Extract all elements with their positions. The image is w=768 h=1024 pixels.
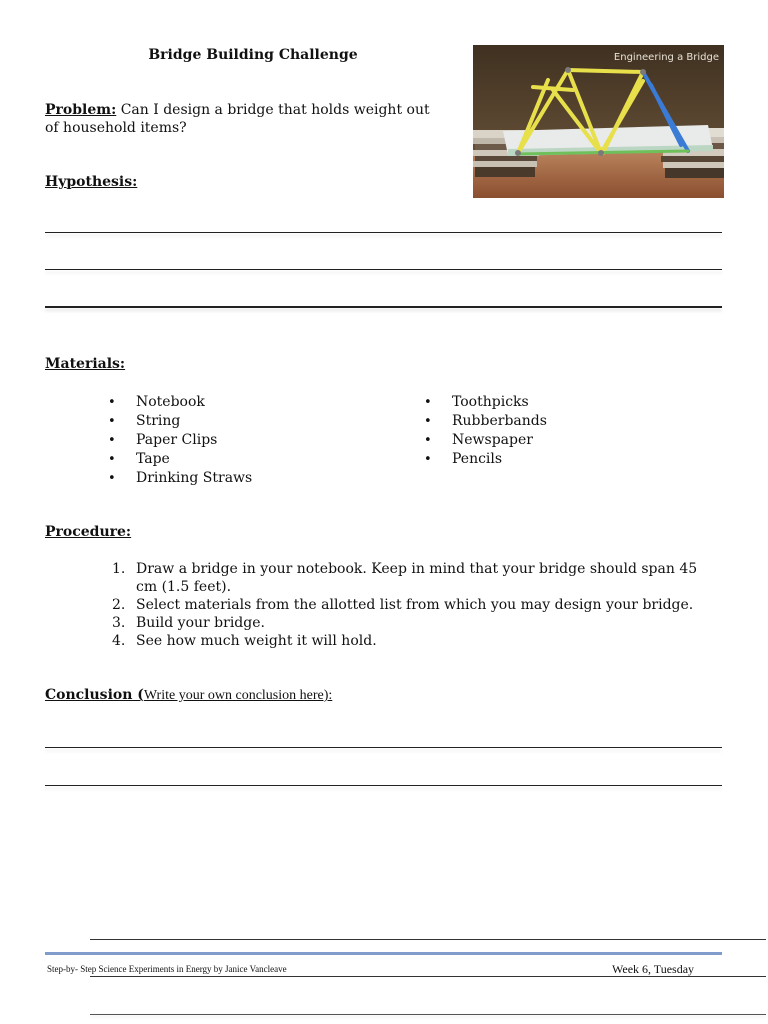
bridge-photo-image [473, 45, 724, 198]
procedure-step [112, 596, 706, 614]
list-item: • String [108, 412, 252, 431]
problem-text: Can I design a bridge that holds weight out of household items? [45, 102, 430, 136]
materials-list-right [424, 393, 547, 469]
conclusion-instruction: Write your own conclusion here): [143, 688, 333, 703]
list-item: • Tape [108, 450, 252, 469]
problem-label: Problem: [45, 102, 117, 118]
step-number: 1. [112, 561, 126, 577]
hypothesis-answer-line[interactable] [45, 232, 722, 233]
procedure-step [112, 560, 706, 596]
step-text: Build your bridge. [136, 615, 265, 631]
procedure-heading [45, 524, 131, 540]
step-number: 2. [112, 597, 126, 613]
list-item: • Pencils [424, 450, 547, 469]
conclusion-answer-line[interactable] [45, 747, 722, 748]
materials-label: Materials: [45, 356, 126, 372]
hypothesis-answer-line[interactable] [45, 306, 722, 308]
list-item: • Drinking Straws [108, 469, 252, 488]
hypothesis-heading [45, 174, 137, 190]
list-item: • Rubberbands [424, 412, 547, 431]
step-number: 4. [112, 633, 126, 649]
step-text: Draw a bridge in your notebook. Keep in mind that your bridge should span 45 cm (1.5 feet). [136, 561, 698, 595]
problem-statement [45, 101, 445, 137]
procedure-steps [112, 560, 706, 650]
hypothesis-answer-line[interactable] [45, 269, 722, 270]
footer-top-line [90, 939, 766, 940]
list-item: • Newspaper [424, 431, 547, 450]
list-item: • Toothpicks [424, 393, 547, 412]
footer-citation: Step-by- Step Science Experiments in Energy by Janice Vancleave [47, 964, 287, 974]
step-number: 3. [112, 615, 126, 631]
page-title: Bridge Building Challenge [148, 47, 358, 63]
step-text: Select materials from the allotted list from which you may design your bridge. [136, 597, 694, 613]
bridge-photo [473, 45, 724, 198]
conclusion-answer-line[interactable] [45, 785, 722, 786]
footer-divider [45, 952, 722, 955]
procedure-step [112, 632, 706, 650]
footer-line [90, 976, 766, 977]
list-item: • Paper Clips [108, 431, 252, 450]
conclusion-label: Conclusion ( [45, 687, 144, 703]
procedure-step [112, 614, 706, 632]
materials-list-left [108, 393, 252, 488]
photo-caption: Engineering a Bridge [613, 52, 719, 63]
footer-bottom-line [90, 1014, 766, 1015]
list-item: • Notebook [108, 393, 252, 412]
conclusion-heading [45, 687, 332, 704]
step-text: See how much weight it will hold. [136, 633, 377, 649]
footer-week: Week 6, Tuesday [612, 962, 695, 976]
hypothesis-label: Hypothesis: [45, 174, 138, 190]
procedure-label: Procedure: [45, 524, 132, 540]
materials-heading [45, 356, 125, 372]
